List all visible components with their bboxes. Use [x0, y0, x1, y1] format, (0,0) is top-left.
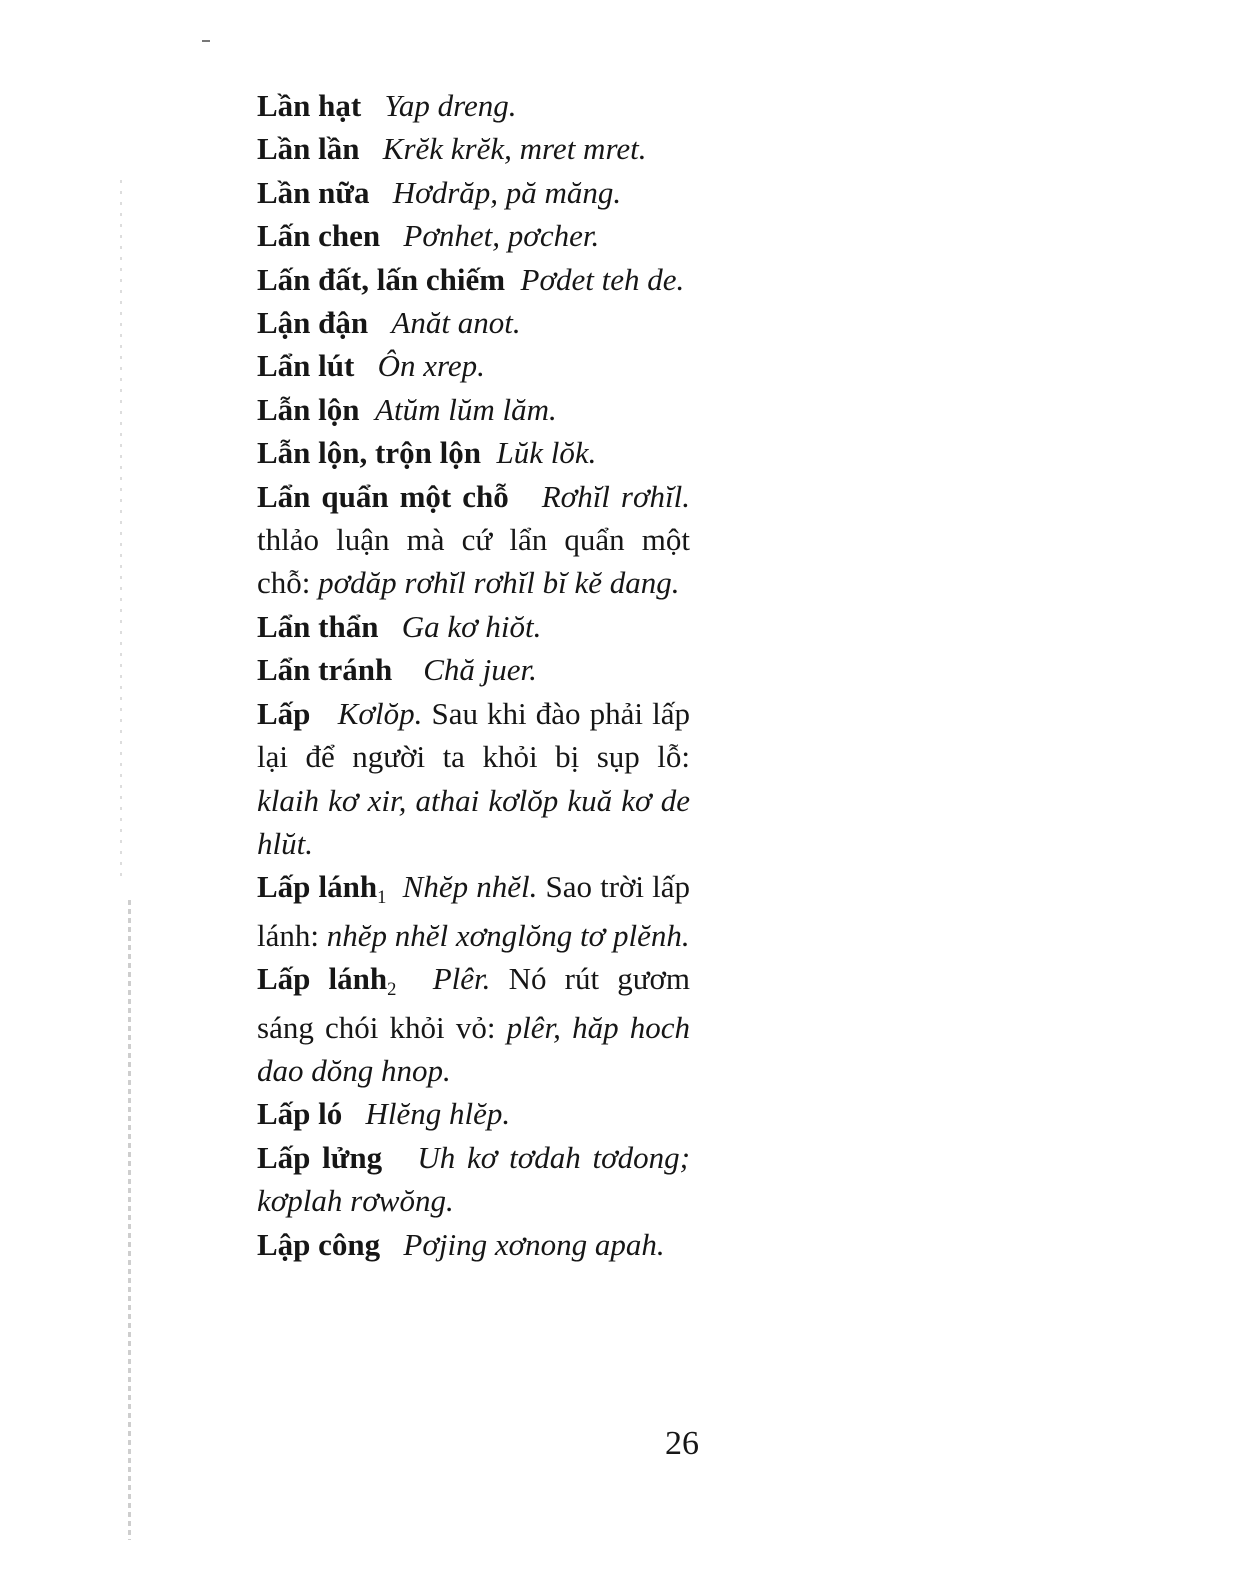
example-translation: klaih kơ xir, athai kơlŏp kuă kơ de hlŭt. [257, 782, 690, 861]
translation: Hơdrăp, pă măng. [392, 174, 622, 210]
dictionary-entries [257, 84, 690, 1266]
headword: Lần lần [257, 131, 360, 167]
headword: Lẩn tránh [257, 652, 393, 688]
example-text: Nó rút gươm sáng chói khỏi vỏ: [257, 961, 691, 1045]
translation: Plêr. [432, 961, 491, 997]
dictionary-entry [257, 605, 690, 648]
translation: Kơlŏp. [337, 695, 423, 731]
headword: Lần nữa [257, 174, 370, 210]
translation: Krĕk krĕk, mret mret. [382, 131, 647, 167]
example-text: Sau khi đào phải lấp lại để người ta khỏi bị sụp lỗ: [257, 695, 690, 775]
example-translation: plêr, hăp hoch dao dŏng hnop. [257, 1009, 691, 1088]
translation: Yap dreng. [384, 88, 517, 123]
dictionary-entry [257, 127, 690, 170]
headword: Lần hạt [257, 88, 362, 123]
scan-binding-shadow-upper [120, 180, 122, 880]
sense-number: 1 [377, 886, 387, 908]
headword: Lẫn lộn, trộn lộn [257, 435, 481, 471]
translation: Ga kơ hiŏt. [401, 608, 542, 644]
example-translation: pơdăp rơhĭl rơhĭl bĭ kĕ dang. [318, 565, 680, 601]
translation: Hlĕng hlĕp. [365, 1096, 511, 1132]
translation: Pơdet teh de. [520, 261, 685, 297]
translation: Pơjing xơnong apah. [403, 1226, 665, 1262]
headword: Lấn đất, lấn chiếm [257, 261, 506, 297]
dictionary-entry [257, 258, 690, 301]
page-number: 26 [665, 1425, 699, 1462]
translation: Nhĕp nhĕl. [402, 869, 538, 905]
dictionary-entry [257, 865, 690, 957]
dictionary-entry [257, 431, 690, 474]
headword: Lập công [257, 1226, 381, 1262]
example-text: Sao trời lấp lánh: [257, 869, 691, 953]
translation: Uh kơ tơdah tơdong; kơplah rơwŏng. [257, 1139, 690, 1219]
dictionary-entry [257, 475, 690, 605]
headword: Lẩn lút [257, 348, 355, 384]
translation: Rơhĭl rơhĭl. [541, 478, 690, 514]
headword: Lẫn lộn [257, 391, 360, 427]
dictionary-entry [257, 84, 690, 127]
dictionary-entry [257, 648, 690, 691]
dictionary-entry [257, 344, 690, 387]
dictionary-entry [257, 1136, 690, 1223]
dictionary-entry [257, 692, 690, 866]
headword: Lấp lánh [257, 961, 388, 997]
translation: Atŭm lŭm lăm. [375, 391, 557, 427]
headword: Lẩn thẩn [257, 608, 379, 644]
translation: Anăt anot. [391, 305, 521, 341]
headword: Lận đận [257, 305, 369, 341]
dictionary-entry [257, 301, 690, 344]
translation: Pơnhet, pơcher. [403, 218, 600, 254]
sense-number: 2 [387, 978, 397, 1000]
dictionary-entry [257, 957, 690, 1092]
dictionary-entry [257, 171, 690, 214]
example-translation: nhĕp nhĕl xơnglŏng tơ plĕnh. [326, 917, 690, 953]
headword: Lấp ló [257, 1096, 343, 1132]
headword: Lấp lửng [257, 1139, 383, 1175]
headword: Lấp lánh [257, 869, 378, 905]
translation: Ôn xrep. [377, 348, 485, 384]
example-text: thlảo luận mà cứ lẩn quẩn một chỗ: [257, 522, 690, 601]
dictionary-entry [257, 388, 690, 431]
translation: Chă juer. [423, 652, 537, 688]
headword: Lẩn quẩn một chỗ [257, 478, 509, 514]
dictionary-entry [257, 1223, 690, 1266]
headword: Lấn chen [257, 218, 381, 254]
dictionary-entry [257, 1092, 690, 1135]
headword: Lấp [257, 695, 311, 731]
translation: Lŭk lŏk. [496, 435, 597, 471]
dictionary-entry [257, 214, 690, 257]
scan-mark [202, 40, 210, 42]
scan-binding-edge [128, 900, 131, 1540]
